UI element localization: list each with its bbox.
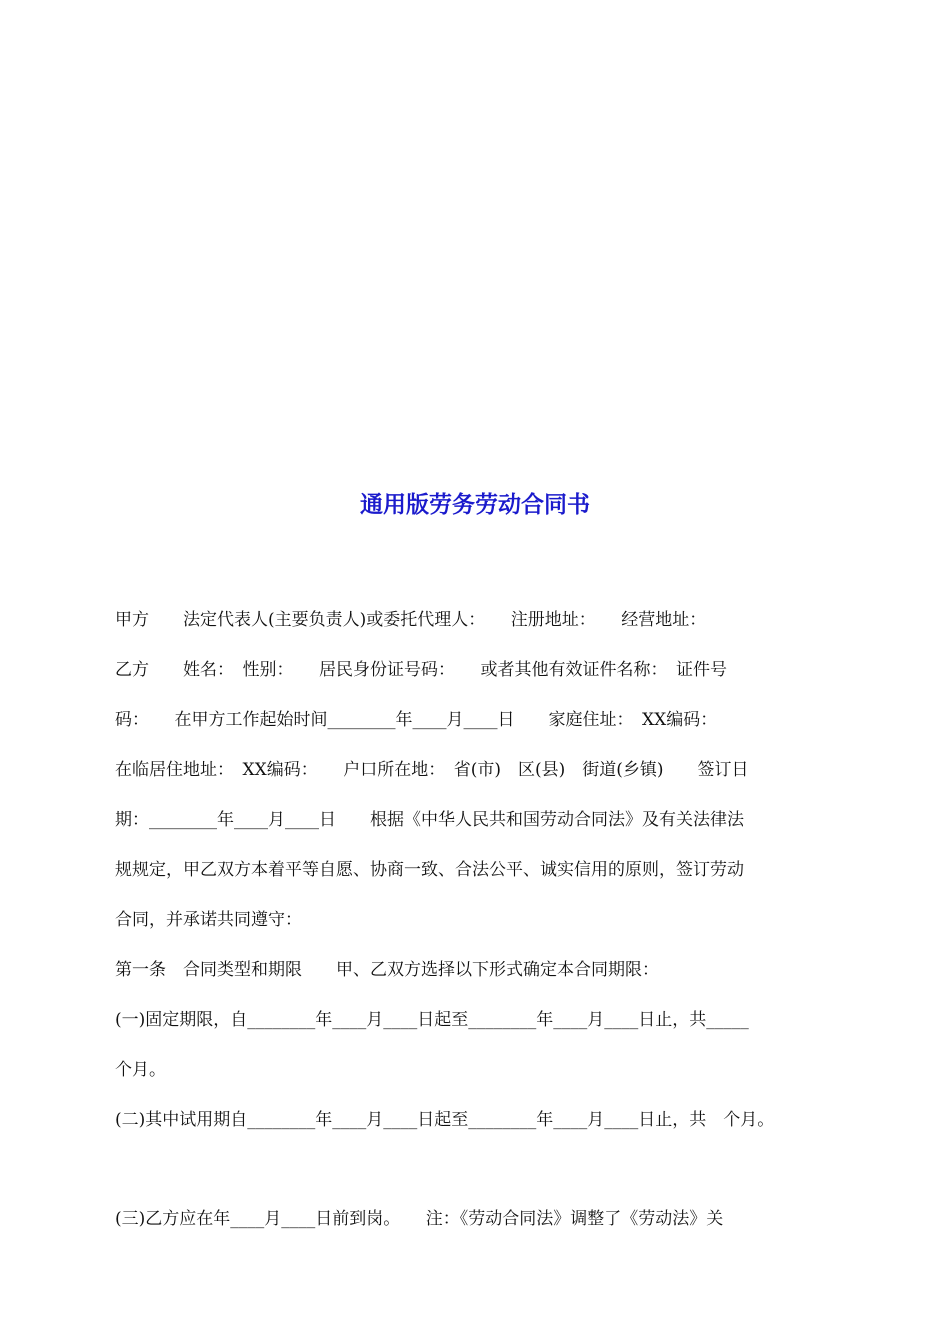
text-line: 期：________年____月____日 根据《中华人民共和国劳动合同法》及有关法律法 bbox=[115, 810, 744, 830]
text-line: 甲方 法定代表人(主要负责人)或委托代理人： 注册地址： 经营地址： bbox=[115, 610, 707, 630]
text-line: 在临居住地址： XX编码： 户口所在地： 省(市) 区(县) 街道(乡镇) 签订日 bbox=[115, 760, 749, 780]
text-line: (二)其中试用期自________年____月____日起至________年____月____日止，共 个月。 bbox=[115, 1110, 775, 1130]
document-title: 通用版劳务劳动合同书 bbox=[360, 491, 590, 518]
text-line: (一)固定期限，自________年____月____日起至________年____月____日止，共_____ bbox=[115, 1010, 749, 1030]
text-line: 个月。 bbox=[115, 1060, 166, 1080]
text-line: (三)乙方应在年____月____日前到岗。 注：《劳动合同法》调整了《劳动法》关 bbox=[115, 1209, 724, 1229]
text-line: 合同，并承诺共同遵守： bbox=[115, 910, 302, 930]
text-line: 乙方 姓名： 性别： 居民身份证号码： 或者其他有效证件名称： 证件号 bbox=[115, 660, 727, 680]
text-line: 码： 在甲方工作起始时间________年____月____日 家庭住址： XX编码： bbox=[115, 710, 718, 730]
document-body bbox=[115, 603, 850, 1252]
text-line: 规规定，甲乙双方本着平等自愿、协商一致、合法公平、诚实信用的原则，签订劳动 bbox=[115, 860, 744, 880]
article-heading: 第一条 合同类型和期限 甲、乙双方选择以下形式确定本合同期限： bbox=[115, 960, 659, 980]
